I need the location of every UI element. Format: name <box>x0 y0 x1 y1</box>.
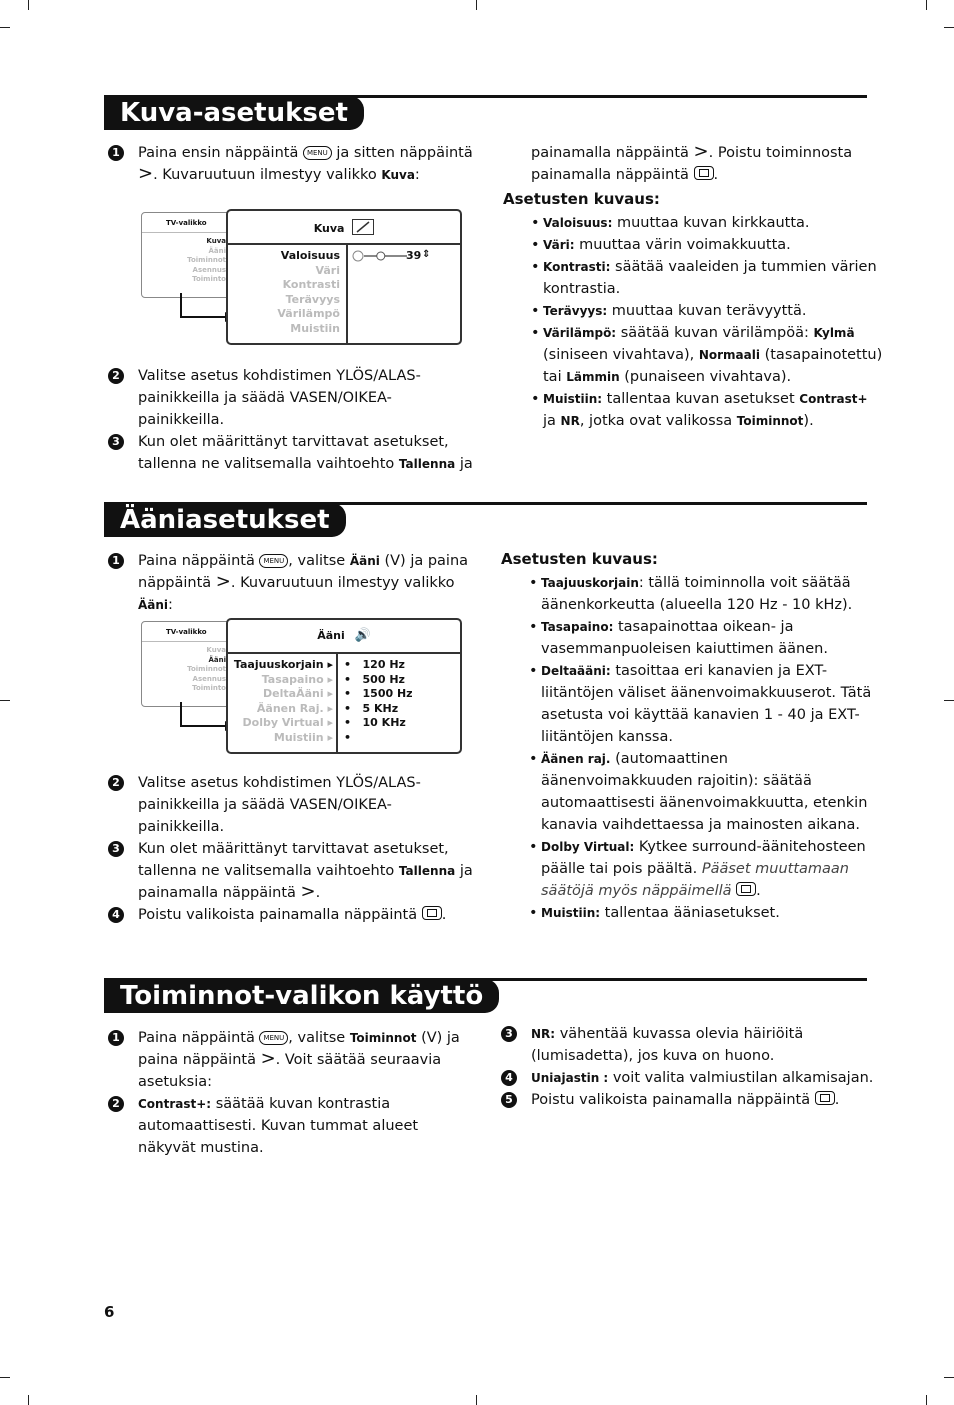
aani-step-2: 2 Valitse asetus kohdistimen YLÖS/ALAS-painikkeilla ja säädä VASEN/OIKEA-painikkeilla. <box>108 772 473 838</box>
menu-key-icon: MENU <box>259 1031 288 1045</box>
toiminnot-step-4: 4 Uniajastin : voit valita valmiustilan alkamisajan. <box>501 1067 881 1089</box>
desc-item: • Muistiin: tallentaa kuvan asetukset Contrast+ ja NR, jotka ovat valikossa Toiminnot). <box>531 388 883 432</box>
kuva-menu-diagram <box>141 209 462 345</box>
submenu-item: Terävyys <box>285 292 340 306</box>
tv-menu-item: Toiminnot <box>187 256 226 264</box>
aani-submenu-panel <box>226 618 462 754</box>
aani-left-column <box>108 550 473 616</box>
menu-key-icon: MENU <box>259 554 288 568</box>
toiminnot-right-column <box>501 1023 881 1111</box>
submenu-item: Dolby Virtual ▸ <box>242 716 333 729</box>
kuva-desc-heading: Asetusten kuvaus: <box>503 190 660 208</box>
tv-menu-list <box>142 642 234 698</box>
submenu-value: • 500 Hz <box>344 672 405 686</box>
step-number-4: 4 <box>108 907 124 923</box>
brightness-value: 39 <box>406 249 422 262</box>
aani-left-column-2 <box>108 772 473 926</box>
tv-menu-item: Kuva <box>206 646 226 654</box>
info-key-icon <box>815 1091 835 1105</box>
step-number-3: 3 <box>108 841 124 857</box>
tv-menu-item: Toiminnot <box>187 665 226 673</box>
step-number-5: 5 <box>501 1092 517 1108</box>
desc-item: • Kontrasti: säätää vaaleiden ja tummien värien kontrastia. <box>531 256 883 300</box>
submenu-value: • 10 KHz <box>344 716 406 729</box>
desc-item: • Äänen raj. (automaattinen äänenvoimakkuuden rajoitin): säätää automaattisesti äänenvoimakkuutta, etenkin kanavia vaihdettaessa ja mainosten aikana. <box>529 748 881 836</box>
submenu-item: DeltaÄäni ▸ <box>263 687 333 700</box>
section-title-kuva: Kuva-asetukset <box>104 96 364 130</box>
kuva-step-3: 3 Kun olet määrittänyt tarvittavat asetukset, tallenna ne valitsemalla vaihtoehto Tallenna ja <box>108 431 473 475</box>
page-number: 6 <box>104 1303 115 1321</box>
step-number-2: 2 <box>108 775 124 791</box>
submenu-title: Ääni 🔊 <box>228 620 460 654</box>
desc-item: • Värilämpö: säätää kuvan värilämpöä: Kylmä (siniseen vivahtava), Normaali (tasapainotettu) tai Lämmin (punaiseen vivahtava). <box>531 322 883 388</box>
kuva-continuation: painamalla näppäintä >. Poistu toiminnosta painamalla näppäintä . <box>531 141 853 183</box>
aani-step-1: 1 Paina näppäintä MENU , valitse Ääni (V) ja paina näppäintä >. Kuvaruutuun ilmestyy valikko Ääni: <box>108 550 473 616</box>
tv-menu-item: Ääni <box>208 246 226 255</box>
tv-menu-item: Toiminto <box>192 275 226 283</box>
section-title-toiminnot: Toiminnot-valikon käyttö <box>104 979 499 1013</box>
step-number-3: 3 <box>501 1026 517 1042</box>
down-key-icon: (V) <box>384 553 406 569</box>
tv-menu-panel <box>141 621 235 707</box>
speaker-icon: 🔊 <box>354 628 371 643</box>
step-number-3: 3 <box>108 434 124 450</box>
toiminnot-step-5: 5 Poistu valikoista painamalla näppäintä . <box>501 1089 881 1111</box>
desc-item: • Dolby Virtual: Kytkee surround-äänitehosteen päälle tai pois päältä. Pääset muuttamaan säätöjä myös näppäimellä . <box>529 836 881 902</box>
right-arrow-key-icon: > <box>300 881 316 902</box>
right-arrow-key-icon: > <box>215 571 231 592</box>
step-number-2: 2 <box>108 368 124 384</box>
info-key-icon <box>422 906 442 920</box>
desc-item: • Väri: muuttaa värin voimakkuutta. <box>531 234 883 256</box>
step-number-4: 4 <box>501 1070 517 1086</box>
tv-menu-item: Kuva <box>206 237 226 245</box>
tv-menu-list <box>142 233 234 289</box>
brightness-slider <box>352 249 412 263</box>
tv-menu-title: TV-valikko <box>142 622 234 642</box>
aani-desc-heading: Asetusten kuvaus: <box>501 550 658 568</box>
aani-step-3: 3 Kun olet määrittänyt tarvittavat asetukset, tallenna ne valitsemalla vaihtoehto Tallenna ja painamalla näppäintä >. <box>108 838 473 904</box>
submenu-item: Taajuuskorjain ▸ <box>233 658 333 671</box>
desc-item: • Deltaääni: tasoittaa eri kanavien ja EXT-liitäntöjen väliset äänenvoimakkuuserot. Tätä asetusta voi käyttää kanavien 1 - 40 ja EXT-liitäntöjen kanssa. <box>529 660 881 748</box>
toiminnot-left-column <box>108 1027 473 1159</box>
step-number-1: 1 <box>108 1030 124 1046</box>
aani-submenu-items <box>228 658 333 745</box>
kuva-submenu-panel <box>226 209 462 345</box>
picture-icon <box>352 219 374 235</box>
desc-item: • Taajuuskorjain: tällä toiminnolla voit säätää äänenkorkeutta (alueella 120 Hz - 10 kHz). <box>529 572 881 616</box>
aani-right-column <box>501 546 881 924</box>
kuva-left-column-2 <box>108 365 473 475</box>
tv-menu-item: Toiminto <box>192 684 226 692</box>
adjust-icon: ⇕ <box>422 249 431 260</box>
submenu-divider <box>336 654 338 752</box>
desc-item: • Tasapaino: tasapainottaa oikean- ja vasemmanpuoleisen kaiuttimen äänen. <box>529 616 881 660</box>
aani-submenu-values <box>344 658 413 745</box>
submenu-item: Värilämpö <box>277 307 340 320</box>
tv-menu-item: Asennus <box>192 265 226 274</box>
aani-step-4: 4 Poistu valikoista painamalla näppäintä . <box>108 904 473 926</box>
submenu-item: Tasapaino ▸ <box>261 672 333 686</box>
submenu-value: • <box>344 730 359 744</box>
tv-menu-panel <box>141 212 235 298</box>
submenu-value: • 1500 Hz <box>344 687 413 700</box>
submenu-item: Valoisuus <box>280 249 340 262</box>
kuva-submenu-items <box>228 249 340 336</box>
step-number-1: 1 <box>108 145 124 161</box>
kuva-right-column <box>503 142 883 432</box>
submenu-item: Äänen Raj. ▸ <box>256 701 333 715</box>
right-arrow-key-icon: > <box>138 163 154 184</box>
submenu-title: Kuva <box>228 211 460 245</box>
step-number-2: 2 <box>108 1096 124 1112</box>
section-title-aani: Ääniasetukset <box>104 503 346 537</box>
toiminnot-step-1: 1 Paina näppäintä MENU , valitse Toiminnot (V) ja paina näppäintä >. Voit säätää seuraavia asetuksia: <box>108 1027 473 1093</box>
desc-item: • Muistiin: tallentaa ääniasetukset. <box>529 902 881 924</box>
submenu-item: Muistiin <box>290 321 340 335</box>
submenu-item: Väri <box>315 263 340 277</box>
aani-menu-diagram <box>141 618 462 756</box>
submenu-item: Muistiin ▸ <box>273 730 333 744</box>
tv-menu-item: Asennus <box>192 674 226 683</box>
surround-key-icon <box>736 882 756 896</box>
submenu-item: Kontrasti <box>282 278 340 291</box>
kuva-step-2: 2 Valitse asetus kohdistimen YLÖS/ALAS-painikkeilla ja säädä VASEN/OIKEA-painikkeilla. <box>108 365 473 431</box>
info-key-icon <box>694 166 714 180</box>
toiminnot-step-3: 3 NR: vähentää kuvassa olevia häiriöitä (lumisadetta), jos kuva on huono. <box>501 1023 881 1067</box>
submenu-divider <box>346 245 348 343</box>
right-arrow-key-icon: > <box>260 1048 276 1069</box>
toiminnot-step-2: 2 Contrast+: säätää kuvan kontrastia automaattisesti. Kuvan tummat alueet näkyvät mustina. <box>108 1093 473 1159</box>
menu-key-icon: MENU <box>303 146 332 160</box>
tv-menu-item: Ääni <box>208 655 226 664</box>
tv-menu-title: TV-valikko <box>142 213 234 233</box>
kuva-step-1: 1 Paina ensin näppäintä MENU ja sitten näppäintä >. Kuvaruutuun ilmestyy valikko Kuva: <box>108 142 473 186</box>
step-number-1: 1 <box>108 553 124 569</box>
right-arrow-key-icon: > <box>693 141 709 162</box>
desc-item: • Terävyys: muuttaa kuvan terävyyttä. <box>531 300 883 322</box>
kuva-left-column <box>108 142 473 186</box>
down-key-icon: (V) <box>421 1030 443 1046</box>
submenu-value: • 5 KHz <box>344 701 399 715</box>
desc-item: • Valoisuus: muuttaa kuvan kirkkautta. <box>531 212 883 234</box>
submenu-value: • 120 Hz <box>344 658 405 671</box>
